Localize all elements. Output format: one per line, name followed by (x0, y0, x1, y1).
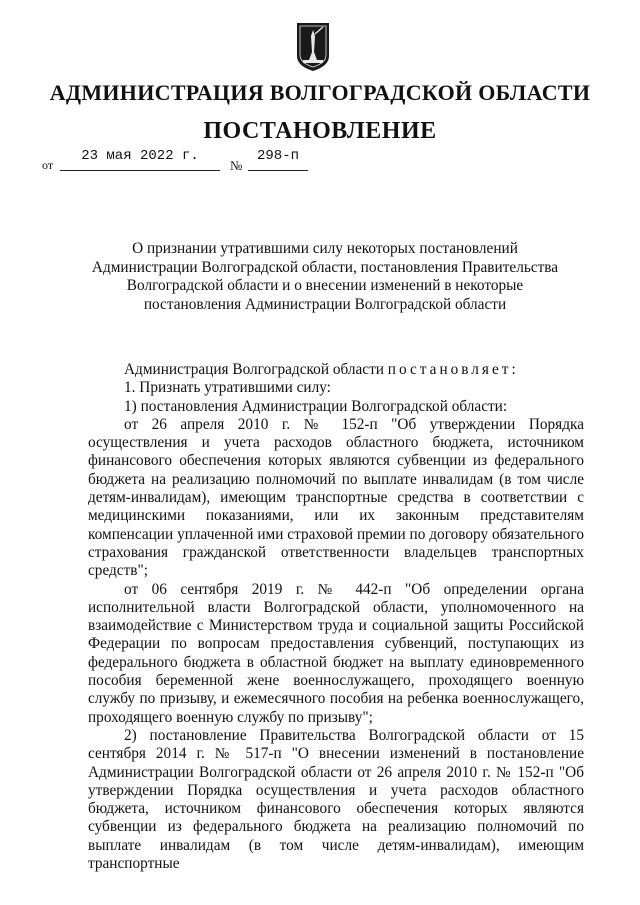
body-paragraph: от 26 апреля 2010 г. № 152-п "Об утверждении Порядка осуществления и учета расходов областного бюджета, источником финансового обеспечения которых являются субвенции из федерального бюджета на реализацию полномочий по выплате инвалидам (в том числе детям-инвалидам), имеющим транспортные средства в соответствии с медицинскими показаниями, или их законным представителям компенсации уплаченной ими страховой премии по договору обязательного страхования гражданской ответственности владельцев транспортных средств"; (88, 415, 584, 580)
document-body (88, 361, 584, 873)
organization-name: АДМИНИСТРАЦИЯ ВОЛГОГРАДСКОЙ ОБЛАСТИ (49, 80, 591, 105)
document-type-title: ПОСТАНОВЛЕНИЕ (203, 118, 437, 144)
body-paragraph: 1. Признать утратившими силу: (124, 379, 331, 397)
document-subject: О признании утратившими силу некоторых постановлений Администрации Волгоградской области, постановления Правительства Волгоградской области и о внесении изменений в некоторые постановления Администрации Волгоградской области (91, 240, 559, 313)
document-date: 23 мая 2022 г. (81, 148, 199, 164)
document-date-number-line (0, 148, 640, 172)
preamble: Администрация Волгоградской области постановляет: (124, 361, 519, 378)
date-label: от (42, 158, 54, 172)
date-underline (60, 170, 220, 171)
document-number: 298-п (256, 148, 299, 164)
volgograd-coat-of-arms-icon (296, 22, 330, 72)
body-paragraph: 1) постановления Администрации Волгоградской области: (124, 397, 508, 415)
number-underline (248, 170, 308, 171)
number-label: № (230, 158, 243, 173)
body-paragraph: от 06 сентября 2019 г. № 442-п "Об определении органа исполнительной власти Волгоградской области, уполномоченного на взаимодействие с Министерством труда и социальной защиты Российской Федерации по вопросам предоставления субвенций, поступающих из федерального бюджета в областной бюджет на выплату единовременного пособия беременной жене военнослужащего, проходящего военную службу по призыву, и ежемесячного пособия на ребенка военнослужащего, проходящего военную службу по призыву"; (88, 580, 584, 726)
body-paragraph: 2) постановление Правительства Волгоградской области от 15 сентября 2014 г. № 517-п "О внесении изменений в постановление Администрации Волгоградской области от 26 апреля 2010 г. № 152-п "Об утверждении Порядка осуществления и учета расходов областного бюджета, источником финансового обеспечения которых являются субвенции из федерального бюджета на реализацию полномочий по выплате инвалидам (в том числе детям-инвалидам), имеющим транспортные (88, 726, 584, 873)
